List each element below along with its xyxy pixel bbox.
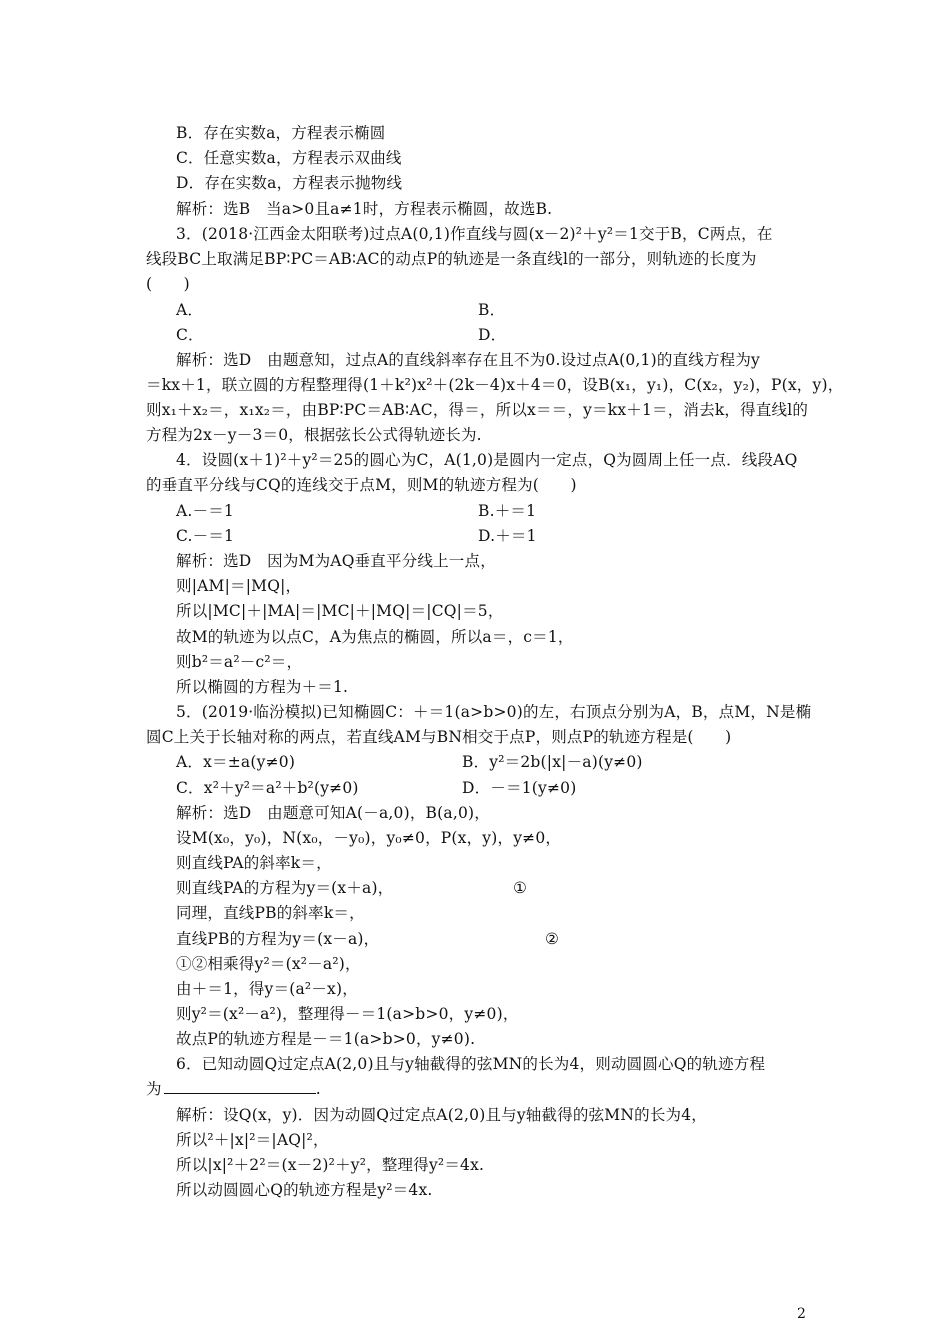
question-6-text xyxy=(146,1079,321,1099)
option-c: C．x²＋y²＝a²＋b²(y≠0) xyxy=(176,779,359,797)
solution-text: 则y²＝(x²－a²)，整理得－＝1(a>b>0，y≠0)， xyxy=(176,1005,519,1023)
question-6-prefix: 为 xyxy=(146,1080,162,1098)
equation-marker: ② xyxy=(545,930,559,948)
option-a: A.－＝1 xyxy=(176,502,234,520)
question-4-text: 4．设圆(x＋1)²＋y²＝25的圆心为C，A(1,0)是圆内一定点，Q为圆周上任一点．线段AQ xyxy=(176,451,798,469)
solution-text: 由＋＝1，得y＝(a²－x)， xyxy=(176,980,358,998)
option-a: A． xyxy=(176,301,204,319)
solution-text: 解析：选D 因为M为AQ垂直平分线上一点， xyxy=(176,552,496,570)
solution-text: 所以|MC|＋|MA|＝|MC|＋|MQ|＝|CQ|＝5， xyxy=(176,602,504,620)
solution-text: ＝kx＋1，联立圆的方程整理得(1＋k²)x²＋(2k－4)x＋4＝0，设B(x₁，y₁)，C(x₂，y₂)，P(x，y)， xyxy=(146,376,844,394)
solution-text: 则|AM|＝|MQ|， xyxy=(176,577,302,595)
solution-text: 所以动圆圆心Q的轨迹方程是y²＝4x. xyxy=(176,1181,433,1199)
solution-text: 所以椭圆的方程为＋＝1. xyxy=(176,678,349,696)
solution-text: 则b²＝a²－c²＝， xyxy=(176,653,303,671)
option-c: C.－＝1 xyxy=(176,527,235,545)
solution-text: 解析：设Q(x，y)．因为动圆Q过定点A(2,0)且与y轴截得的弦MN的长为4， xyxy=(176,1106,707,1124)
option-d: D.＋＝1 xyxy=(478,527,537,545)
solution-text: 同理，直线PB的斜率k＝， xyxy=(176,904,365,922)
solution-text: ①②相乘得y²＝(x²－a²)， xyxy=(176,955,361,973)
question-5-text: 5．(2019·临汾模拟)已知椭圆C：＋＝1(a>b>0)的左，右顶点分别为A，B，点M，N是椭 xyxy=(176,703,812,721)
equation-marker: ① xyxy=(513,879,527,897)
option-d: D．－＝1(y≠0) xyxy=(462,779,577,797)
answer-blank[interactable] xyxy=(164,1079,316,1094)
question-6-suffix: . xyxy=(315,1080,321,1098)
option-c: C． xyxy=(176,326,204,344)
solution-text: 解析：选D 由题意知，过点A的直线斜率存在且不为0.设过点A(0,1)的直线方程为y xyxy=(176,351,761,369)
answer-parentheses: ( ) xyxy=(146,275,190,293)
question-5-text: 圆C上关于长轴对称的两点，若直线AM与BN相交于点P，则点P的轨迹方程是( ) xyxy=(146,728,732,746)
question-6-text: 6．已知动圆Q过定点A(2,0)且与y轴截得的弦MN的长为4，则动圆圆心Q的轨迹方程 xyxy=(176,1055,766,1073)
solution-text: 则直线PA的斜率k＝， xyxy=(176,854,332,872)
solution-text: 方程为2x－y－3＝0，根据弦长公式得轨迹长为. xyxy=(146,426,482,444)
solution-text: 则直线PA的方程为y＝(x＋a)， xyxy=(176,879,394,897)
solution-text: 故M的轨迹为以点C，A为焦点的椭圆，所以a＝，c＝1， xyxy=(176,628,574,646)
page-number: 2 xyxy=(797,1306,806,1322)
question-4-text: 的垂直平分线与CQ的连线交于点M，则M的轨迹方程为( ) xyxy=(146,476,577,494)
solution-text: 解析：选D 由题意可知A(－a,0)，B(a,0)， xyxy=(176,804,490,822)
solution-text: 直线PB的方程为y＝(x－a)， xyxy=(176,930,380,948)
question-3-text: 线段BC上取满足BP∶PC＝AB∶AC的动点P的轨迹是一条直线l的一部分，则轨迹的长度为 xyxy=(146,250,757,268)
question-3-text: 3．(2018·江西金太阳联考)过点A(0,1)作直线与圆(x－2)²＋y²＝1交于B，C两点，在 xyxy=(176,225,773,243)
option-b: B．y²＝2b(|x|－a)(y≠0) xyxy=(462,753,643,771)
option-b: B.＋＝1 xyxy=(478,502,537,520)
solution-text: 所以|x|²＋2²＝(x－2)²＋y²，整理得y²＝4x. xyxy=(176,1156,485,1174)
solution-text: 设M(x₀，y₀)，N(x₀，－y₀)，y₀≠0，P(x，y)，y≠0， xyxy=(176,829,562,847)
solution-text: 所以²＋|x|²＝|AQ|²， xyxy=(176,1131,329,1149)
option-b: B．存在实数a，方程表示椭圆 xyxy=(176,124,386,142)
option-d: D．存在实数a，方程表示抛物线 xyxy=(176,174,403,192)
option-c: C．任意实数a，方程表示双曲线 xyxy=(176,149,402,167)
option-d: D． xyxy=(478,326,507,344)
solution-text: 则x₁＋x₂＝，x₁x₂＝，由BP∶PC＝AB∶AC，得＝，所以x＝＝，y＝kx＋1＝，消去k，得直线l的 xyxy=(146,401,809,419)
option-a: A．x＝±a(y≠0) xyxy=(176,753,296,771)
solution-text: 故点P的轨迹方程是－＝1(a>b>0，y≠0). xyxy=(176,1030,476,1048)
option-b: B． xyxy=(478,301,506,319)
solution-text: 解析：选B 当a>0且a≠1时，方程表示椭圆，故选B. xyxy=(176,200,553,218)
